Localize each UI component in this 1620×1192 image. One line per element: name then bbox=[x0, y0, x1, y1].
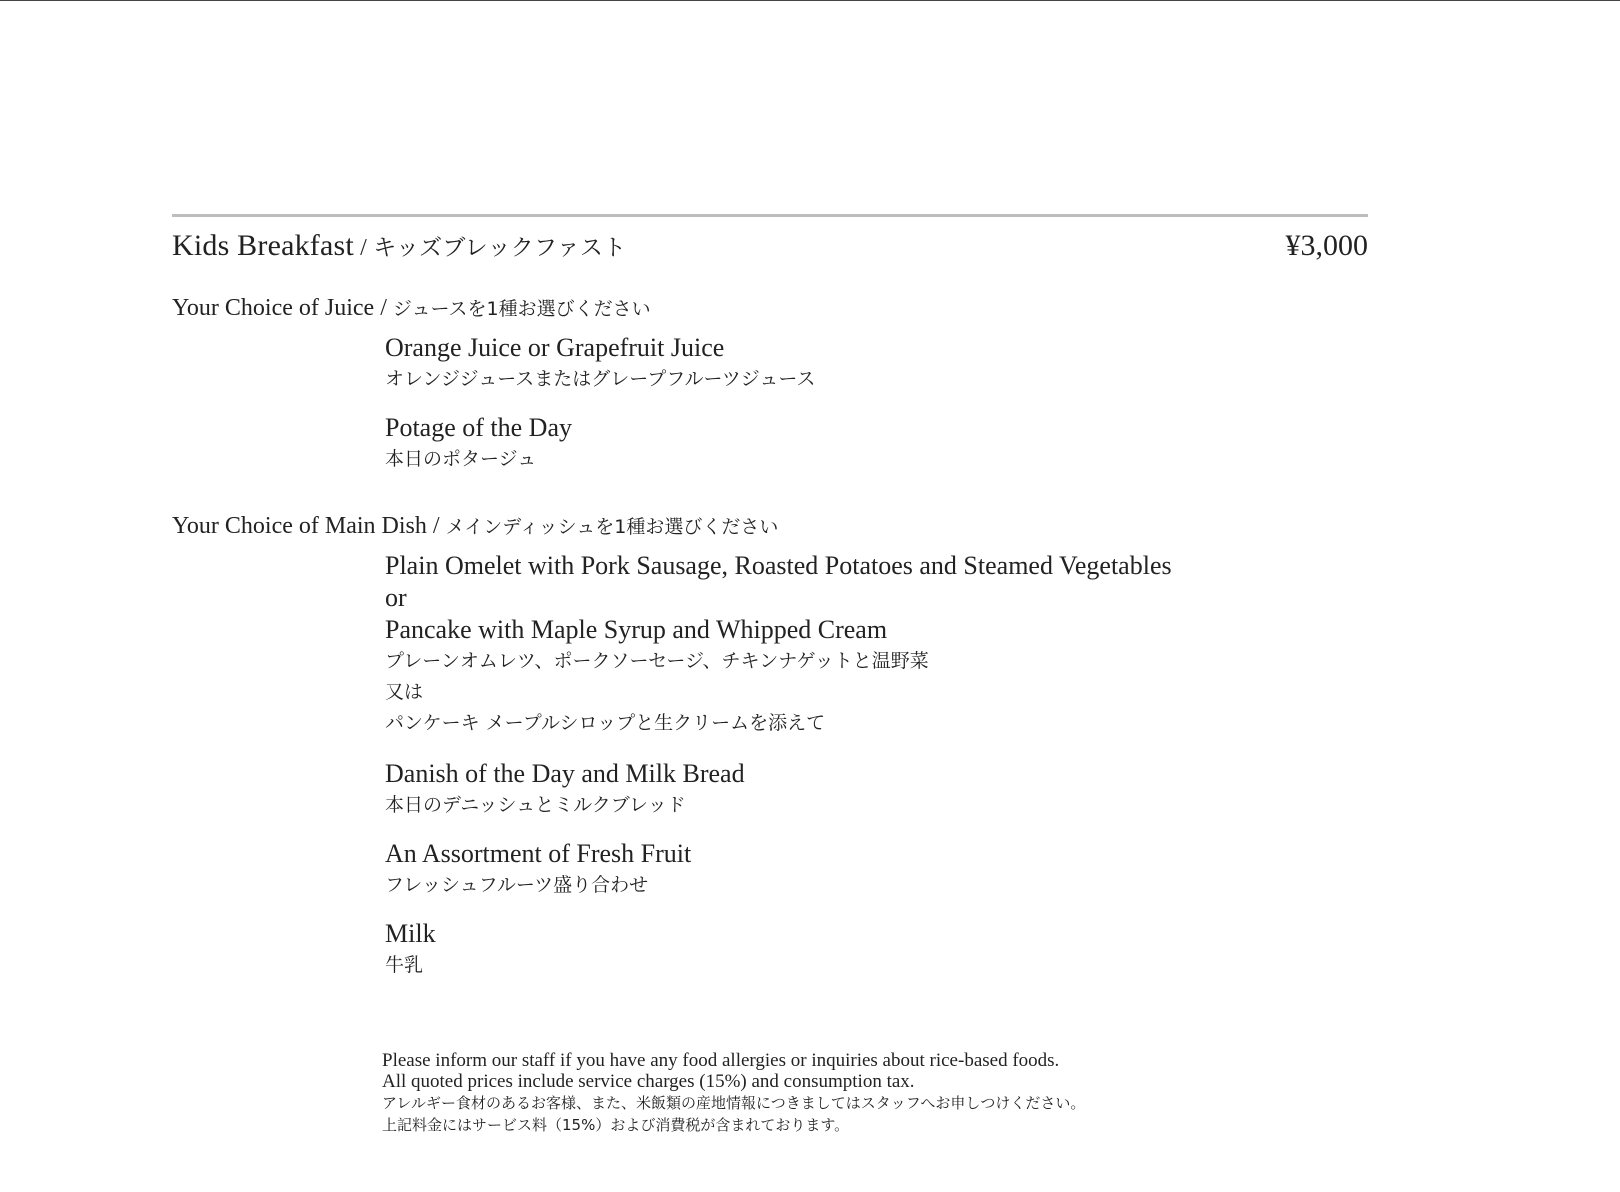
danish-item bbox=[385, 758, 745, 821]
allergy-note-jp: アレルギー食材のあるお客様、また、米飯類の産地情報につきましてはスタッフへお申しつけください。 bbox=[382, 1094, 1086, 1112]
main-or-en: or bbox=[385, 583, 407, 612]
main-heading-jp: メインディッシュを1種お選びください bbox=[445, 516, 779, 538]
juice-item-en: Orange Juice or Grapefruit Juice bbox=[385, 333, 725, 362]
juice-heading-separator: / bbox=[374, 295, 393, 321]
header-rule bbox=[172, 214, 1368, 217]
fruit-item-en: An Assortment of Fresh Fruit bbox=[385, 839, 692, 868]
danish-item-en: Danish of the Day and Milk Bread bbox=[385, 759, 745, 788]
main-option2-en: Pancake with Maple Syrup and Whipped Cream bbox=[385, 615, 888, 644]
main-or-jp: 又は bbox=[385, 681, 424, 703]
danish-item-jp: 本日のデニッシュとミルクブレッド bbox=[385, 794, 686, 816]
main-option1-en: Plain Omelet with Pork Sausage, Roasted Potatoes and Steamed Vegetables bbox=[385, 551, 1172, 580]
juice-item-jp: オレンジジュースまたはグレープフルーツジュース bbox=[385, 368, 816, 390]
main-heading-en: Your Choice of Main Dish bbox=[172, 513, 427, 539]
main-option1-jp: プレーンオムレツ、ポークソーセージ、チキンナゲットと温野菜 bbox=[385, 650, 929, 672]
main-choice-item bbox=[385, 550, 1172, 739]
juice-item bbox=[385, 332, 815, 395]
main-heading-separator: / bbox=[426, 513, 446, 539]
menu-title-jp: キッズブレックファスト bbox=[373, 235, 627, 261]
menu-title bbox=[172, 229, 626, 263]
juice-heading-en: Your Choice of Juice bbox=[172, 295, 375, 321]
potage-item-en: Potage of the Day bbox=[385, 413, 573, 442]
juice-section-heading bbox=[172, 294, 651, 322]
main-section-heading bbox=[172, 512, 778, 540]
footer-notes bbox=[382, 1050, 1282, 1136]
allergy-note-en: Please inform our staff if you have any food allergies or inquiries about rice-based foods. bbox=[382, 1050, 1060, 1071]
menu-title-en: Kids Breakfast bbox=[172, 229, 354, 262]
menu-header bbox=[172, 229, 1368, 269]
potage-item-jp: 本日のポタージュ bbox=[385, 448, 537, 470]
fruit-item-jp: フレッシュフルーツ盛り合わせ bbox=[385, 874, 649, 896]
top-border bbox=[0, 0, 1620, 1]
menu-card bbox=[172, 214, 1368, 976]
milk-item bbox=[385, 918, 436, 981]
menu-title-separator: / bbox=[353, 235, 374, 261]
menu-price: ¥3,000 bbox=[1285, 229, 1368, 262]
juice-heading-jp: ジュースを1種お選びください bbox=[392, 298, 651, 320]
milk-item-en: Milk bbox=[385, 919, 436, 948]
fruit-item bbox=[385, 838, 691, 901]
price-note-en: All quoted prices include service charges (15%) and consumption tax. bbox=[382, 1071, 915, 1092]
main-option2-jp: パンケーキ メープルシロップと生クリームを添えて bbox=[385, 712, 826, 734]
milk-item-jp: 牛乳 bbox=[385, 954, 424, 976]
potage-item bbox=[385, 412, 572, 475]
price-note-jp: 上記料金にはサービス料（15%）および消費税が含まれております。 bbox=[382, 1116, 850, 1134]
